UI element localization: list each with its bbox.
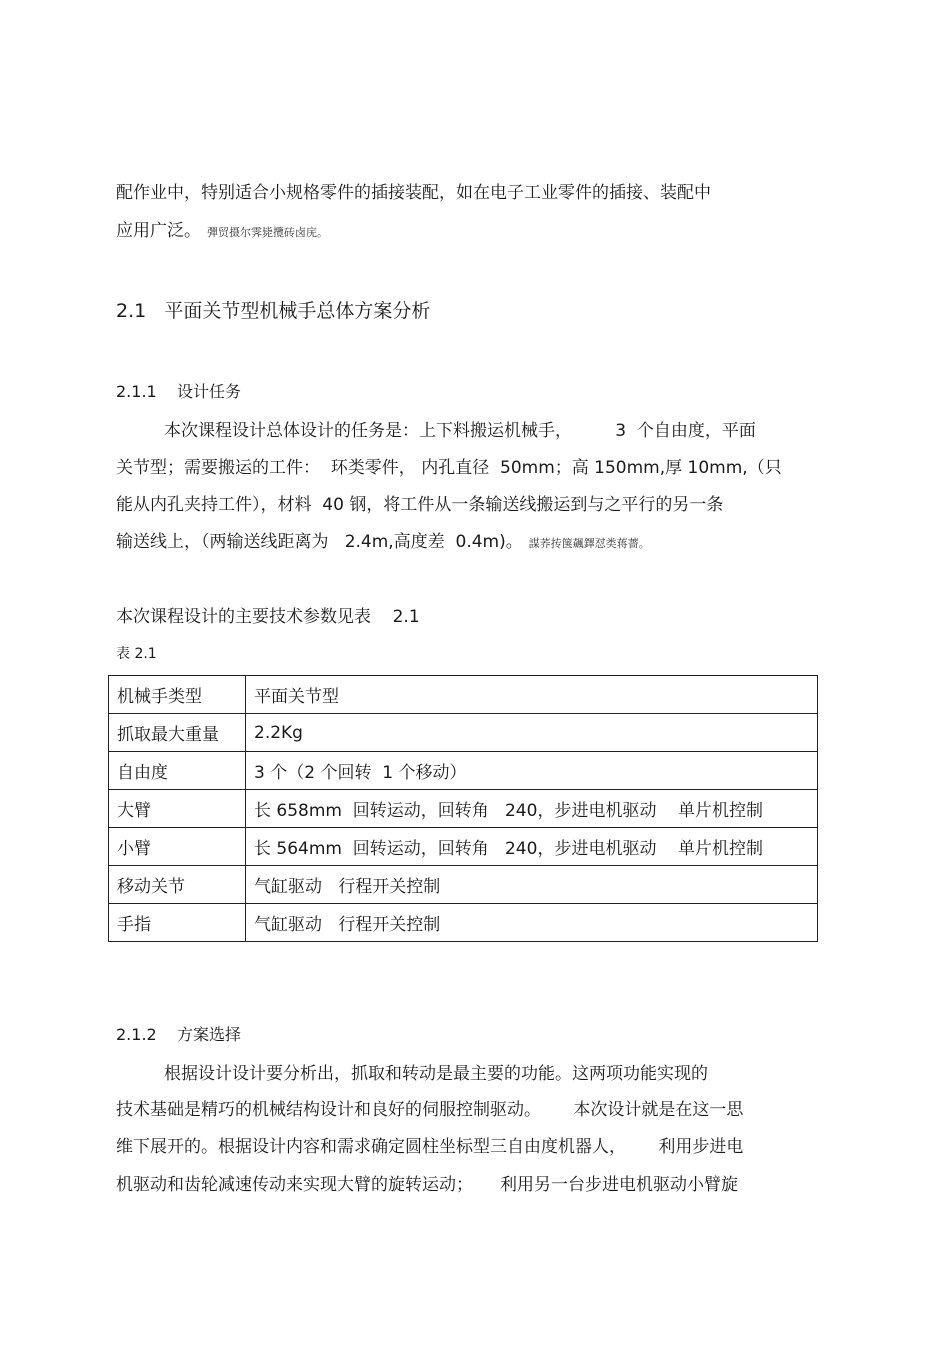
table-row bbox=[109, 676, 818, 714]
table-cell-key: 抓取最大重量 bbox=[109, 714, 246, 752]
table-row bbox=[109, 790, 818, 828]
intro-line-2-text: 应用广泛。 bbox=[116, 221, 201, 241]
table-row bbox=[109, 828, 818, 866]
task-para-line-4-text: 输送线上，（两输送线距离为 2.4m,高度差 0.4m)。 bbox=[116, 532, 523, 552]
table-cell-key: 自由度 bbox=[109, 752, 246, 790]
scheme-para-line-3: 维下展开的。根据设计内容和需求确定圆柱坐标型三自由度机器人， 利用步进电 bbox=[116, 1137, 744, 1157]
table-cell-value: 气缸驱动 行程开关控制 bbox=[246, 866, 818, 904]
task-para-line-2: 关节型；需要搬运的工件： 环类零件， 内孔直径 50mm；高 150mm,厚 10mm,（只 bbox=[116, 458, 782, 478]
section-heading-2-1-2: 2.1.2 方案选择 bbox=[116, 1025, 242, 1044]
table-cell-key: 小臂 bbox=[109, 828, 246, 866]
section-heading-2-1: 2.1 平面关节型机械手总体方案分析 bbox=[116, 300, 431, 322]
table-cell-key: 机械手类型 bbox=[109, 676, 246, 714]
table-cell-value: 气缸驱动 行程开关控制 bbox=[246, 904, 818, 942]
intro-line-1: 配作业中，特别适合小规格零件的插接装配，如在电子工业零件的插接、装配中 bbox=[116, 183, 711, 203]
task-para-line-3: 能从内孔夹持工件），材料 40 钢，将工件从一条输送线搬运到与之平行的另一条 bbox=[116, 495, 724, 515]
table-intro-text: 本次课程设计的主要技术参数见表 2.1 bbox=[116, 607, 420, 627]
table-caption: 表 2.1 bbox=[116, 646, 157, 662]
table-row bbox=[109, 714, 818, 752]
scheme-para-line-2: 技术基础是精巧的机械结构设计和良好的伺服控制驱动。 本次设计就是在这一思 bbox=[116, 1100, 744, 1120]
table-cell-value: 2.2Kg bbox=[246, 714, 818, 752]
scheme-para-line-1: 根据设计设计要分析出，抓取和转动是最主要的功能。这两项功能实现的 bbox=[164, 1064, 708, 1084]
table-cell-key: 大臂 bbox=[109, 790, 246, 828]
table-row bbox=[109, 752, 818, 790]
parameter-table bbox=[108, 675, 818, 942]
table-row bbox=[109, 866, 818, 904]
table-cell-value: 平面关节型 bbox=[246, 676, 818, 714]
table-row bbox=[109, 904, 818, 942]
table-cell-value: 长 658mm 回转运动，回转角 240，步进电机驱动 单片机控制 bbox=[246, 790, 818, 828]
task-para-line-1: 本次课程设计总体设计的任务是：上下料搬运机械手， 3 个自由度，平面 bbox=[164, 421, 756, 441]
table-cell-key: 移动关节 bbox=[109, 866, 246, 904]
intro-line-2-small-text: 彈贸摄尔霁毙攬砖卤庑。 bbox=[207, 226, 328, 239]
intro-line-2 bbox=[116, 220, 328, 244]
scheme-para-line-4: 机驱动和齿轮减速传动来实现大臂的旋转运动； 利用另一台步进电机驱动小臂旋 bbox=[116, 1175, 739, 1195]
table-cell-value: 长 564mm 回转运动，回转角 240，步进电机驱动 单片机控制 bbox=[246, 828, 818, 866]
task-para-line-4 bbox=[116, 531, 650, 555]
table-cell-key: 手指 bbox=[109, 904, 246, 942]
section-heading-2-1-1: 2.1.1 设计任务 bbox=[116, 382, 242, 401]
task-para-small-text: 謀荞抟箧飆鐸怼类蒋薔。 bbox=[528, 537, 650, 550]
table-cell-value: 3 个（2 个回转 1 个移动） bbox=[246, 752, 818, 790]
